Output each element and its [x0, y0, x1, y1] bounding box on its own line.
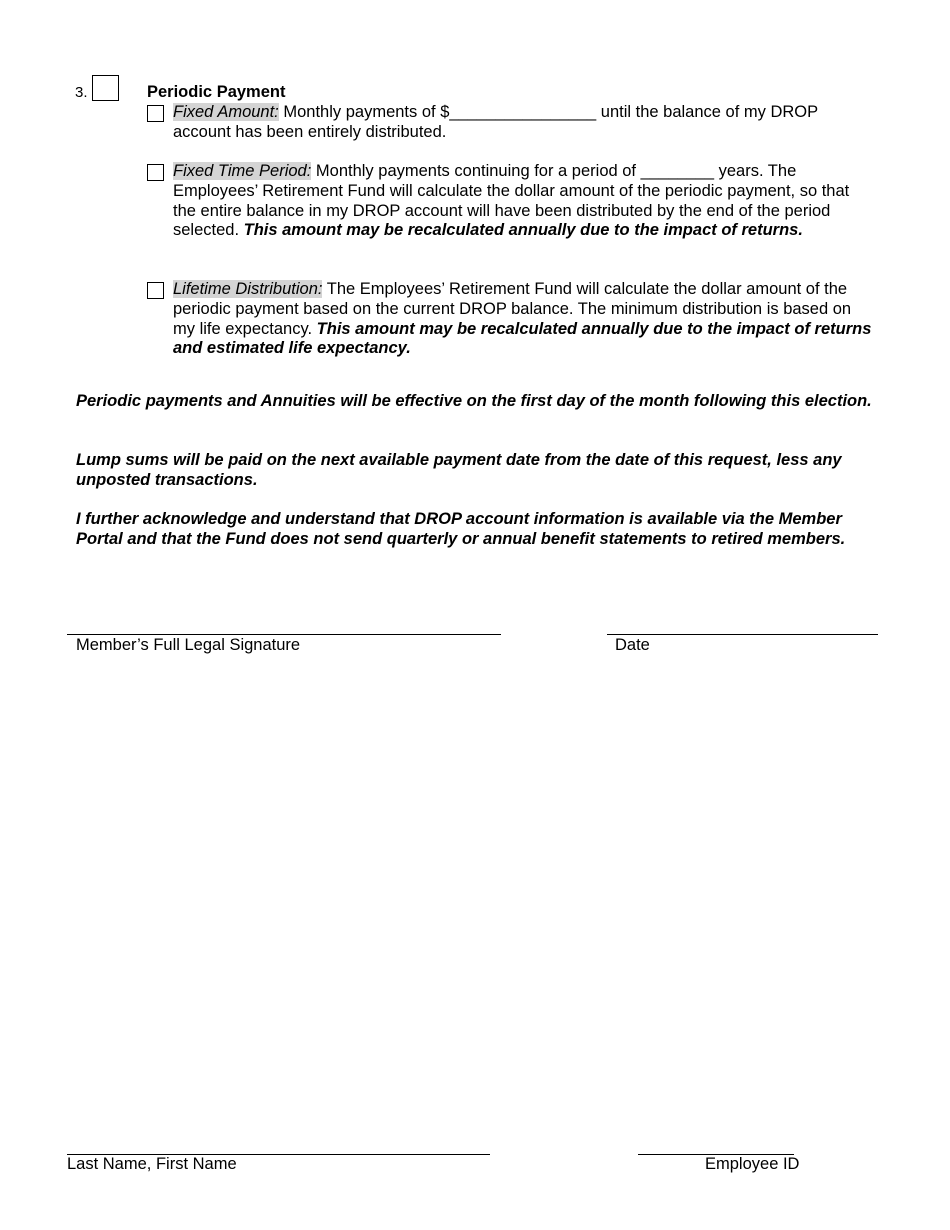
notice-acknowledgement: I further acknowledge and understand that DROP account information is available via the Member Portal and that the Fund does not send quarterly or annual benefit statements to retired members. — [76, 510, 846, 548]
notice-effective-date: Periodic payments and Annuities will be effective on the first day of the month following this election. — [76, 392, 872, 410]
fixed-time-period-text: Monthly payments continuing for a period of ________ years. The Employees’ Retirement Fund will calculate the dollar amount of the periodic payment, so that the entire balance in my DROP account will have been distributed by the end of the period selected. — [173, 162, 850, 240]
signature-label: Member’s Full Legal Signature — [76, 636, 301, 654]
name-label: Last Name, First Name — [67, 1155, 237, 1173]
section-number: 3. — [75, 84, 88, 101]
date-label: Date — [615, 636, 650, 654]
fixed-amount-text: Monthly payments of $________________ until the balance of my DROP account has been entirely distributed. — [173, 103, 818, 141]
fixed-amount-option — [173, 103, 873, 143]
fixed-amount-checkbox[interactable] — [147, 105, 164, 122]
fixed-time-period-emphasis: This amount may be recalculated annually due to the impact of returns. — [243, 221, 803, 240]
fixed-time-period-label: Fixed Time Period: — [173, 162, 312, 180]
employee-id-label: Employee ID — [705, 1155, 800, 1173]
fixed-time-period-option — [173, 162, 873, 241]
lifetime-distribution-label: Lifetime Distribution: — [173, 280, 323, 298]
section-title: Periodic Payment — [147, 83, 286, 101]
lifetime-distribution-emphasis: This amount may be recalculated annually due to the impact of returns and estimated life expectancy. — [173, 319, 872, 358]
notice-lump-sums: Lump sums will be paid on the next available payment date from the date of this request, less any unposted transactions. — [76, 451, 842, 489]
signature-line[interactable] — [67, 634, 501, 635]
date-line[interactable] — [607, 634, 878, 635]
fixed-time-period-checkbox[interactable] — [147, 164, 164, 181]
lifetime-distribution-text: The Employees’ Retirement Fund will calculate the dollar amount of the periodic payment based on the current DROP balance. The minimum distribution is based on my life expectancy. — [173, 280, 852, 338]
lifetime-distribution-checkbox[interactable] — [147, 282, 164, 299]
lifetime-distribution-option — [173, 280, 873, 359]
periodic-payment-checkbox[interactable] — [92, 75, 119, 101]
fixed-amount-label: Fixed Amount: — [173, 103, 279, 121]
